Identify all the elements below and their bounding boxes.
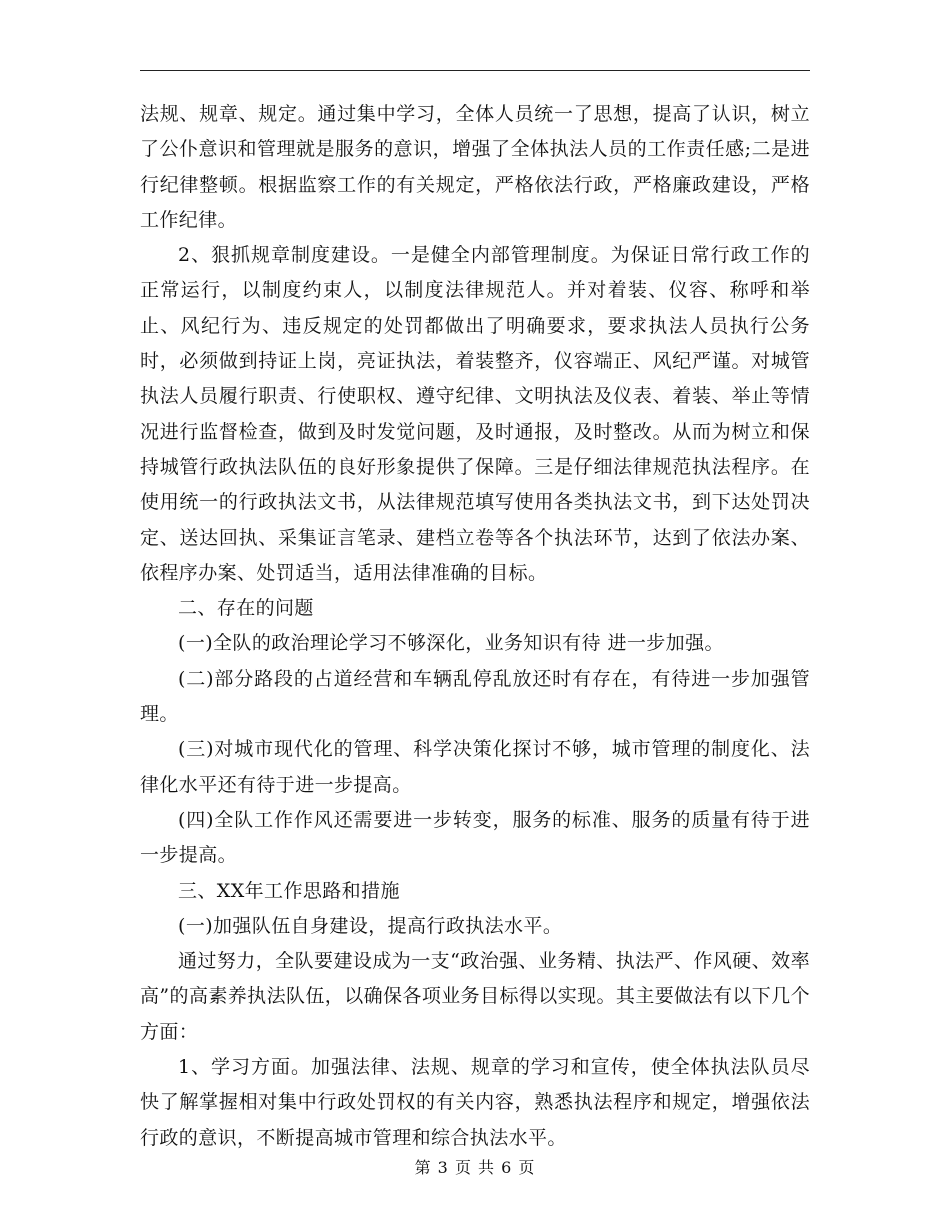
paragraph: (四)全队工作作风还需要进一步转变，服务的标准、服务的质量有待于进一步提高。	[140, 808, 810, 867]
paragraph: (三)对城市现代化的管理、科学决策化探讨不够，城市管理的制度化、法律化水平还有待于进一步提高。	[140, 738, 810, 796]
paragraph: 1、学习方面。加强法律、法规、规章的学习和宣传，使全体执法队员尽快了解掌握相对集中行政处罚权的有关内容，熟悉执法程序和规定，增强依法行政的意识，不断提高城市管理和综合执法水平。	[140, 1056, 810, 1149]
document-body	[140, 97, 810, 1156]
paragraph: 三、XX年工作思路和措施	[178, 879, 400, 902]
paragraph: (二)部分路段的占道经营和车辆乱停乱放还时有存在，有待进一步加强管理。	[140, 667, 810, 726]
header-rule	[140, 70, 810, 71]
paragraph: (一)全队的政治理论学习不够深化，业务知识有待 进一步加强。	[178, 632, 724, 655]
paragraph: 通过努力，全队要建设成为一支“政治强、业务精、执法严、作风硬、效率高”的高素养执法队伍，以确保各项业务目标得以实现。其主要做法有以下几个方面：	[140, 950, 810, 1043]
page-footer: 第 3 页 共 6 页	[414, 1158, 536, 1177]
paragraph: 2、狠抓规章制度建设。一是健全内部管理制度。为保证日常行政工作的正常运行，以制度约束人，以制度法律规范人。并对着装、仪容、称呼和举止、风纪行为、违反规定的处罚都做出了明确要求，要求执法人员执行公务时，必须做到持证上岗，亮证执法，着装整齐，仪容端正、风纪严谨。对城管执法人员履行职责、行使职权、遵守纪律、文明执法及仪表、着装、举止等情况进行监督检查，做到及时发觉问题，及时通报，及时整改。从而为树立和保持城管行政执法队伍的良好形象提供了保障。三是仔细法律规范执法程序。在使用统一的行政执法文书，从法律规范填写使用各类执法文书，到下达处罚决定、送达回执、采集证言笔录、建档立卷等各个执法环节，达到了依法办案、依程序办案、处罚适当，适用法律准确的目标。	[140, 244, 810, 584]
paragraph: 法规、规章、规定。通过集中学习，全体人员统一了思想，提高了认识，树立了公仆意识和管理就是服务的意识，增强了全体执法人员的工作责任感;二是进行纪律整顿。根据监察工作的有关规定，严格依法行政，严格廉政建设，严格工作纪律。	[140, 103, 810, 231]
paragraph: 二、存在的问题	[178, 597, 314, 620]
paragraph: (一)加强队伍自身建设，提高行政执法水平。	[178, 914, 563, 937]
